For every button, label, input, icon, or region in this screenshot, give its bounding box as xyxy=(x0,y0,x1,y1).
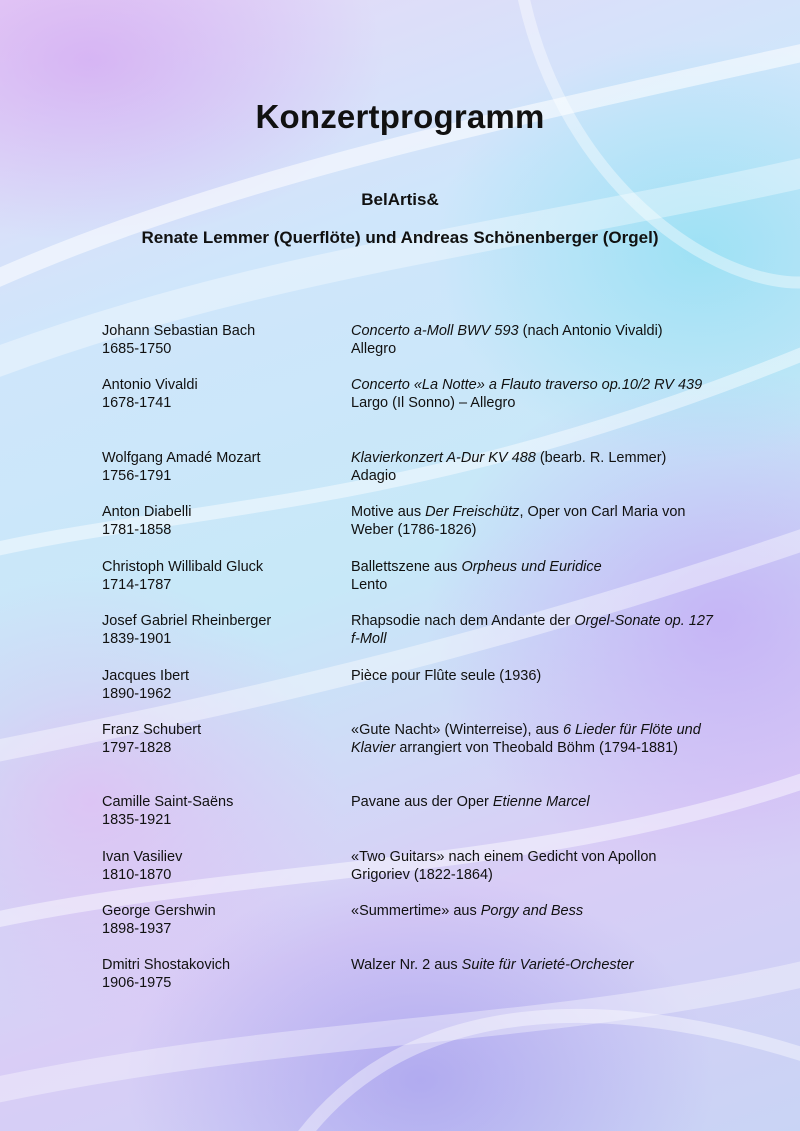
composer-dates: 1714-1787 xyxy=(102,577,172,593)
work-title xyxy=(351,848,713,884)
work-column xyxy=(351,667,713,703)
program-entry xyxy=(102,376,713,412)
composer-dates: 1756-1791 xyxy=(102,468,172,484)
work-column xyxy=(351,902,713,938)
program-entry xyxy=(102,612,713,648)
work-title-text: Pièce pour Flûte seule (1936) xyxy=(351,668,542,684)
work-column xyxy=(351,376,713,412)
work-column xyxy=(351,503,713,539)
composer-name: Wolfgang Amadé Mozart xyxy=(102,450,261,466)
program-entry xyxy=(102,721,713,757)
composer-name: Jacques Ibert xyxy=(102,668,190,684)
work-title xyxy=(351,322,713,340)
work-title-text: arrangiert von Theobald Böhm (1794-1881) xyxy=(395,740,678,756)
composer-dates: 1685-1750 xyxy=(102,341,172,357)
program-entry xyxy=(102,793,713,829)
composer-column xyxy=(102,503,351,539)
composer-column xyxy=(102,793,351,829)
composer-dates: 1678-1741 xyxy=(102,395,172,411)
work-title-text: Motive aus xyxy=(351,504,426,520)
program-entry xyxy=(102,956,713,992)
work-title-italic: 6 Lieder für Flöte und Klavier xyxy=(351,722,701,756)
work-title xyxy=(351,558,713,576)
composer-name: George Gershwin xyxy=(102,903,216,919)
composer-column xyxy=(102,848,351,884)
composer-column xyxy=(102,956,351,992)
program-entry xyxy=(102,558,713,594)
program-entry xyxy=(102,848,713,884)
program-entry xyxy=(102,449,713,485)
composer-name: Antonio Vivaldi xyxy=(102,377,198,393)
work-title-italic: Etienne Marcel xyxy=(492,794,590,810)
program-entry xyxy=(102,503,713,539)
ensemble-name: BelArtis& xyxy=(361,190,439,209)
work-title-text: (bearb. R. Lemmer) xyxy=(535,450,667,466)
composer-name: Anton Diabelli xyxy=(102,504,192,520)
work-column xyxy=(351,322,713,358)
work-title-italic: Der Freischütz xyxy=(425,504,520,520)
page-title: Konzertprogramm xyxy=(255,98,545,135)
work-title xyxy=(351,667,713,685)
work-title-italic: Porgy and Bess xyxy=(480,903,584,919)
work-title-text: Rhapsodie nach dem Andante der xyxy=(351,613,575,629)
composer-name: Dmitri Shostakovich xyxy=(102,957,231,973)
work-title-text: (nach Antonio Vivaldi) xyxy=(518,323,663,339)
work-title-text: «Gute Nacht» (Winterreise), aus xyxy=(351,722,563,738)
work-title xyxy=(351,793,713,811)
program-entry xyxy=(102,902,713,938)
work-column xyxy=(351,612,713,648)
work-title xyxy=(351,902,713,920)
work-title xyxy=(351,449,713,467)
work-title-italic: Orpheus und Euridice xyxy=(461,559,602,575)
work-column xyxy=(351,449,713,485)
work-title xyxy=(351,612,713,648)
composer-column xyxy=(102,558,351,594)
program-entry xyxy=(102,667,713,703)
work-title-text: Ballettszene aus xyxy=(351,559,462,575)
work-title-italic: Concerto a-Moll BWV 593 xyxy=(351,323,519,339)
work-movement: Adagio xyxy=(351,468,397,484)
work-movement: Lento xyxy=(351,577,388,593)
work-title-italic: Concerto «La Notte» a Flauto traverso op.10/2 RV 439 xyxy=(351,377,703,393)
work-title-text: Walzer Nr. 2 aus xyxy=(351,957,462,973)
performers-line: Renate Lemmer (Querflöte) und Andreas Schönenberger (Orgel) xyxy=(141,228,659,247)
work-title xyxy=(351,956,713,974)
composer-name: Camille Saint-Saëns xyxy=(102,794,234,810)
composer-dates: 1810-1870 xyxy=(102,867,172,883)
composer-column xyxy=(102,322,351,358)
composer-dates: 1839-1901 xyxy=(102,631,172,647)
work-movement: Allegro xyxy=(351,341,397,357)
composer-column xyxy=(102,721,351,757)
work-title-italic: Suite für Varieté-Orchester xyxy=(461,957,634,973)
composer-dates: 1890-1962 xyxy=(102,686,172,702)
work-column xyxy=(351,558,713,594)
work-title-text: Pavane aus der Oper xyxy=(351,794,493,810)
composer-column xyxy=(102,449,351,485)
work-title-italic: Orgel-Sonate op. 127 f-Moll xyxy=(351,613,713,647)
composer-name: Franz Schubert xyxy=(102,722,202,738)
work-title-text: , Oper von Carl Maria von Weber (1786-1826) xyxy=(351,504,686,538)
work-title xyxy=(351,503,713,539)
composer-dates: 1797-1828 xyxy=(102,740,172,756)
work-title xyxy=(351,376,713,394)
work-column xyxy=(351,793,713,829)
composer-column xyxy=(102,667,351,703)
composer-name: Ivan Vasiliev xyxy=(102,849,183,865)
work-title-italic: Klavierkonzert A-Dur KV 488 xyxy=(351,450,536,466)
work-title-text: «Two Guitars» nach einem Gedicht von Apollon Grigoriev (1822-1864) xyxy=(351,849,657,883)
composer-name: Josef Gabriel Rheinberger xyxy=(102,613,272,629)
composer-name: Christoph Willibald Gluck xyxy=(102,559,264,575)
composer-dates: 1898-1937 xyxy=(102,921,172,937)
composer-column xyxy=(102,902,351,938)
program-entry xyxy=(102,322,713,358)
composer-dates: 1781-1858 xyxy=(102,522,172,538)
work-title-text: «Summertime» aus xyxy=(351,903,481,919)
work-title xyxy=(351,721,713,757)
composer-dates: 1906-1975 xyxy=(102,975,172,991)
composer-column xyxy=(102,376,351,412)
composer-name: Johann Sebastian Bach xyxy=(102,323,256,339)
composer-dates: 1835-1921 xyxy=(102,812,172,828)
work-column xyxy=(351,848,713,884)
work-movement: Largo (Il Sonno) – Allegro xyxy=(351,395,516,411)
composer-column xyxy=(102,612,351,648)
work-column xyxy=(351,956,713,992)
work-column xyxy=(351,721,713,757)
